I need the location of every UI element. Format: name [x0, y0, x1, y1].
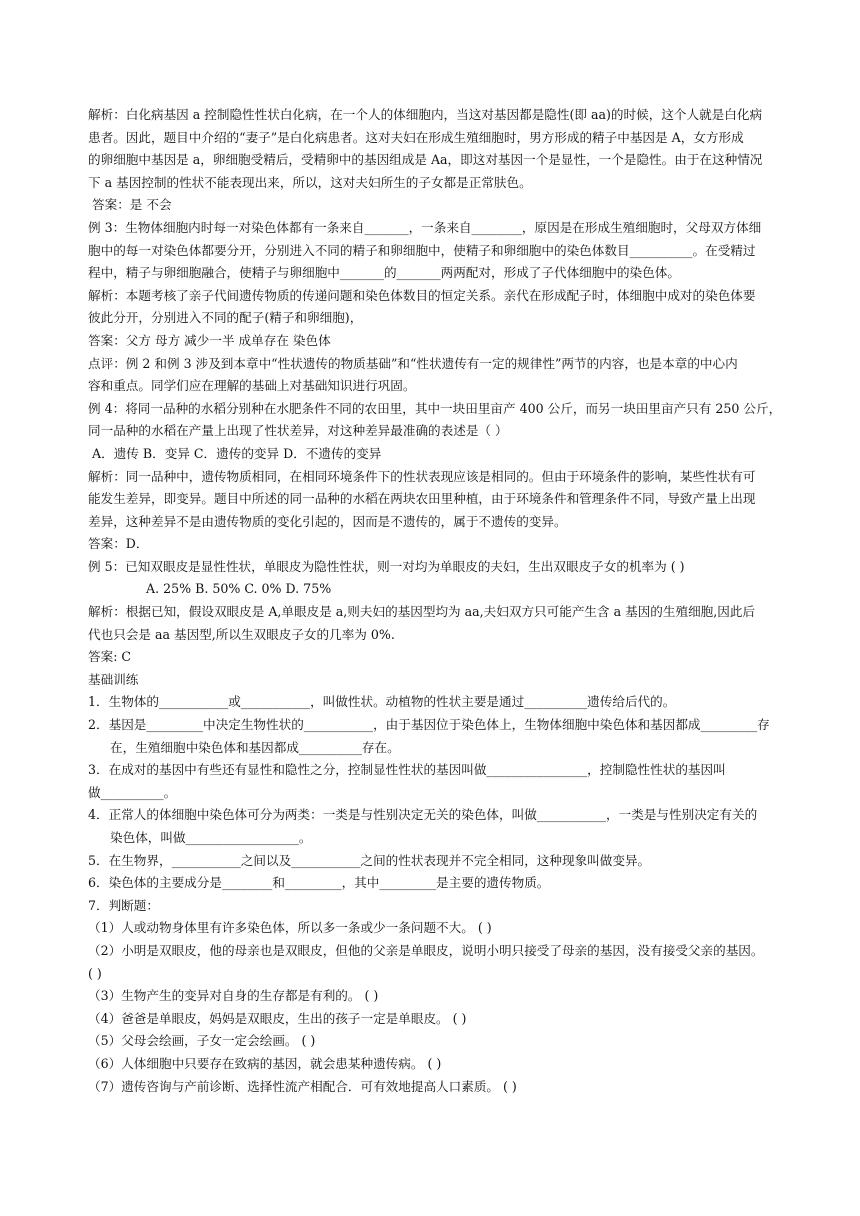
text-line: 胞中的每一对染色体都要分开，分别进入不同的精子和卵细胞中，使精子和卵细胞中的染色体数目__________。在受精过 — [88, 242, 756, 258]
text-line: 同一品种的水稻在产量上出现了性状差异，对这种差异最准确的表述是（ ） — [88, 423, 508, 439]
text-line: 在，生殖细胞中染色体和基因都成__________存在。 — [110, 739, 400, 755]
text-line: 答案：是 不会 — [92, 197, 172, 213]
text-line: 基础训练 — [88, 671, 139, 687]
text-line: （3）生物产生的变异对自身的生存都是有利的。 ( ) — [88, 988, 379, 1004]
text-line: ( ) — [88, 965, 102, 981]
text-line: （4）爸爸是单眼皮，妈妈是双眼皮，生出的孩子一定是单眼皮。 ( ) — [88, 1010, 467, 1026]
text-line: 4．正常人的体细胞中染色体可分为两类：一类是与性别决定无关的染色体，叫做___________，一类是与性别决定有关的 — [88, 807, 758, 823]
text-line: 答案：父方 母方 减少一半 成单存在 染色体 — [88, 332, 331, 348]
text-line: 答案: C — [88, 649, 132, 665]
text-line: 解析：同一品种中，遗传物质相同，在相同环境条件下的性状表现应该是相同的。但由于环境条件的影响，某些性状有可 — [88, 468, 756, 484]
text-line: A．遗传 B．变异 C．遗传的变异 D．不遗传的变异 — [92, 445, 382, 461]
text-line: 2．基因是_________中决定生物性状的___________，由于基因位于染色体上，生物体细胞中染色体和基因都成_________存 — [88, 717, 770, 733]
text-line: 3．在成对的基因中有些还有显性和隐性之分，控制显性性状的基因叫做________________，控制隐性性状的基因叫 — [88, 762, 726, 778]
text-line: 例 4：将同一品种的水稻分别种在水肥条件不同的农田里，其中一块田里亩产 400 公斤，而另一块田里亩产只有 250 公斤， — [88, 400, 782, 416]
text-line: 解析：白化病基因 a 控制隐性性状白化病，在一个人的体细胞内，当这对基因都是隐性(即 aa)的时候，这个人就是白化病 — [88, 107, 763, 122]
text-line: （1）人或动物身体里有许多染色体，所以多一条或少一条问题不大。 ( ) — [88, 920, 492, 936]
text-line: （7）遗传咨询与产前诊断、选择性流产相配合．可有效地提高人口素质。 ( ) — [88, 1078, 517, 1094]
text-line: 代也只会是 aa 基因型,所以生双眼皮子女的几率为 0%. — [88, 626, 395, 642]
text-line: 的卵细胞中基因是 a，卵细胞受精后，受精卵中的基因组成是 Aa，即这对基因一个是显性，一个是隐性。由于在这种情况 — [88, 152, 763, 168]
text-line: （6）人体细胞中只要存在致病的基因，就会患某种遗传病。 ( ) — [88, 1055, 442, 1071]
text-line: （5）父母会绘画，子女一定会绘画。 ( ) — [88, 1033, 316, 1049]
text-line: A. 25% B. 50% C. 0% D. 75% — [146, 581, 332, 597]
text-line: 做__________。 — [88, 784, 177, 800]
document-body — [88, 104, 788, 1098]
text-line: 解析：本题考核了亲子代间遗传物质的传递问题和染色体数目的恒定关系。亲代在形成配子时，体细胞中成对的染色体要 — [88, 287, 756, 303]
text-line: 例 3：生物体细胞内时每一对染色体都有一条来自_______，一条来自________，原因是在形成生殖细胞时，父母双方体细 — [88, 219, 762, 235]
text-line: 下 a 基因控制的性状不能表现出来，所以，这对夫妇所生的子女都是正常肤色。 — [88, 174, 532, 190]
text-line: 程中，精子与卵细胞融合，使精子与卵细胞中_______的_______两两配对，形成了子代体细胞中的染色体。 — [88, 265, 680, 281]
text-line: 差异，这种差异不是由遗传物质的变化引起的，因而是不遗传的，属于不遗传的变异。 — [88, 513, 567, 529]
text-line: 答案：D． — [88, 536, 149, 552]
text-line: 7．判断题： — [88, 897, 159, 913]
text-line: 彼此分开，分别进入不同的配子(精子和卵细胞)， — [88, 310, 363, 326]
text-line: 能发生差异，即变异。题目中所述的同一品种的水稻在两块农田里种植，由于环境条件和管理条件不同，导致产量上出现 — [88, 491, 756, 507]
text-line: 6．染色体的主要成分是________和_________，其中_________是主要的遗传物质。 — [88, 875, 550, 891]
text-line: （2）小明是双眼皮，他的母亲也是双眼皮，但他的父亲是单眼皮，说明小明只接受了母亲的基因，没有接受父亲的基因。 — [88, 942, 764, 958]
text-line: 1．生物体的___________或___________，叫做性状。动植物的性状主要是通过__________遗传给后代的。 — [88, 694, 676, 710]
text-line: 容和重点。同学们应在理解的基础上对基础知识进行巩固。 — [88, 378, 416, 394]
text-line: 染色体，叫做__________________。 — [110, 830, 312, 845]
text-line: 例 5：已知双眼皮是显性性状，单眼皮为隐性性状，则一对均为单眼皮的夫妇，生出双眼皮子女的机率为 ( ) — [88, 558, 685, 574]
text-line: 5．在生物界，___________之间以及___________之间的性状表现并不完全相同，这种现象叫做变异。 — [88, 852, 651, 868]
text-line: 点评：例 2 和例 3 涉及到本章中“性状遗传的物质基础”和“性状遗传有一定的规律性”两节的内容，也是本章的中心内 — [88, 355, 738, 371]
text-line: 患者。因此，题目中介绍的“妻子”是白化病患者。这对夫妇在形成生殖细胞时，男方形成的精子中基因是 A，女方形成 — [88, 129, 744, 145]
text-line: 解析：根据已知，假设双眼皮是 A,单眼皮是 a,则夫妇的基因型均为 aa,夫妇双方只可能产生含 a 基因的生殖细胞,因此后 — [88, 604, 756, 620]
